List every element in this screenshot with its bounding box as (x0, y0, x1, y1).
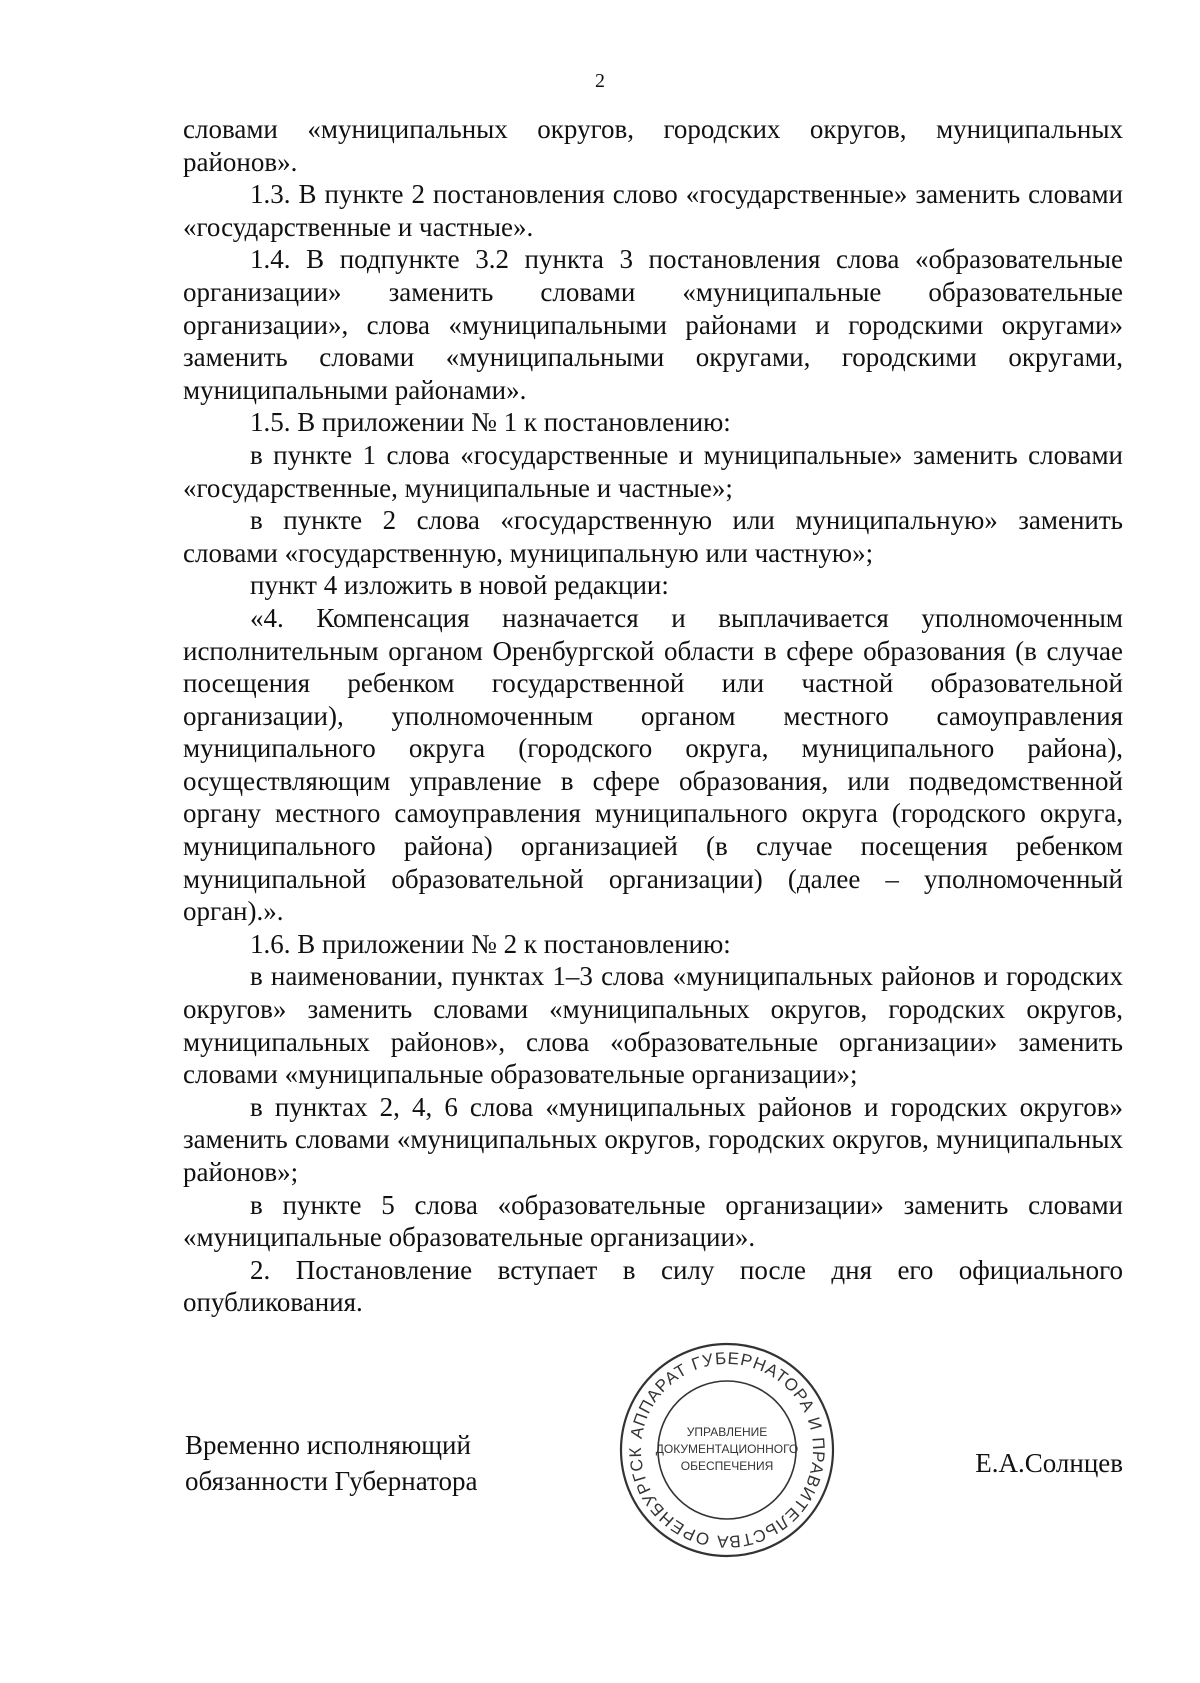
signatory-position-line1: Временно исполняющий (185, 1430, 471, 1460)
paragraph: 1.5. В приложении № 1 к постановлению: (250, 407, 731, 438)
signatory-name: Е.А.Солнцев (975, 1448, 1123, 1478)
paragraph: словами «муниципальных округов, городских округов, муниципальных районов». (183, 114, 1123, 177)
paragraph: «4. Компенсация назначается и выплачивается уполномоченным исполнительным органом Оренбургской области в сфере образования (в случае посещения ребенком государственной или частной образовательной организации), уполномоченным органом местного самоуправления муниципального округа (городского округа, муниципального района), осуществляющим управление в сфере образования, или подведомственной органу местного самоуправления муниципального округа (городского округа, муниципального района) организацией (в случае посещения ребенком муниципальной образовательной организации) (далее – уполномоченный орган).». (183, 602, 1123, 927)
paragraph: 1.4. В подпункте 3.2 пункта 3 постановления слова «образовательные организации» заменить словами «муниципальные образовательные организации», слова «муниципальными районами и городскими округами» заменить словами «муниципальными округами, городскими округами, муниципальными районами». (183, 244, 1123, 405)
paragraph: в наименовании, пунктах 1–3 слова «муниципальных районов и городских округов» заменить словами «муниципальных округов, городских округов, муниципальных районов», слова «образовательные организации» заменить словами «муниципальные образовательные организации»; (183, 961, 1123, 1090)
paragraph: 2. Постановление вступает в силу после дня его официального опубликования. (183, 1254, 1123, 1318)
paragraph: в пункте 5 слова «образовательные организации» заменить словами «муниципальные образовательные организации». (183, 1189, 1123, 1253)
paragraph: в пункте 1 слова «государственные и муниципальные» заменить словами «государственные, муниципальные и частные»; (183, 439, 1123, 503)
stamp-center-line1: УПРАВЛЕНИЕ (686, 1425, 768, 1439)
signatory-position-line2: обязанности Губернатора (185, 1466, 478, 1496)
official-stamp (617, 1340, 837, 1560)
paragraph: 1.3. В пункте 2 постановления слово «государственные» заменить словами «государственные и частные». (183, 179, 1123, 242)
document-body (183, 113, 1123, 1319)
paragraph: в пункте 2 слова «государственную или муниципальную» заменить словами «государственную, муниципальную или частную»; (183, 505, 1123, 568)
stamp-ring-text: АППАРАТ ГУБЕРНАТОРА И ПРАВИТЕЛЬСТВА ОРЕНБУРГСК (625, 1348, 829, 1552)
stamp-center-line2: ДОКУМЕНТАЦИОННОГО (655, 1442, 799, 1456)
page-number: 2 (595, 70, 605, 92)
paragraph: 1.6. В приложении № 2 к постановлению: (250, 928, 731, 959)
signatory-position (185, 1427, 477, 1499)
paragraph: пункт 4 изложить в новой редакции: (250, 570, 669, 601)
paragraph: в пунктах 2, 4, 6 слова «муниципальных районов и городских округов» заменить словами «муниципальных округов, городских округов, муниципальных районов»; (183, 1091, 1123, 1187)
stamp-seal-graphic (617, 1340, 837, 1560)
stamp-center-line3: ОБЕСПЕЧЕНИЯ (680, 1459, 774, 1473)
